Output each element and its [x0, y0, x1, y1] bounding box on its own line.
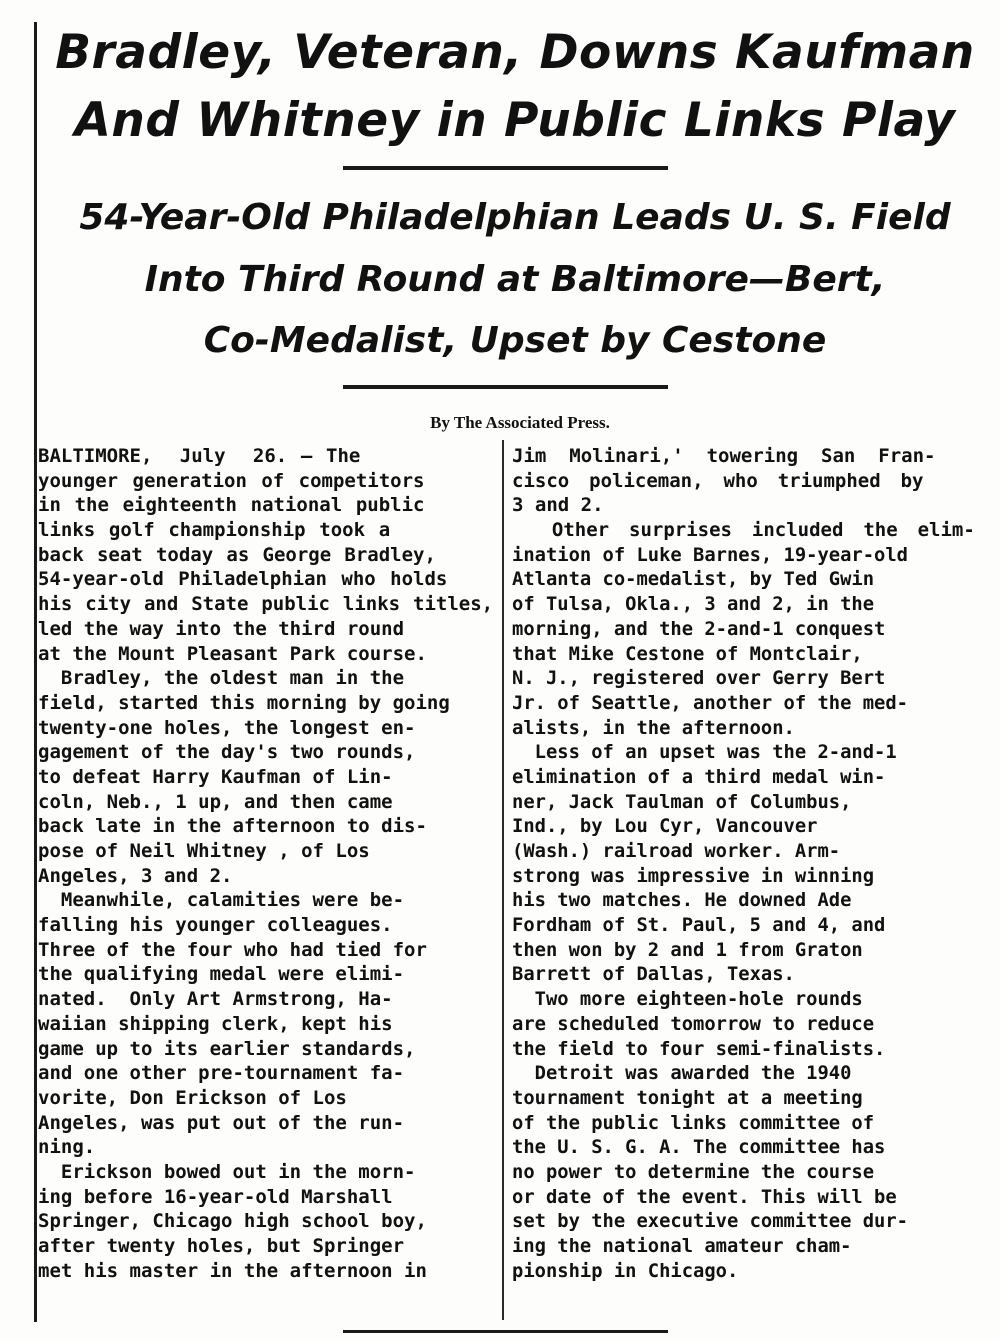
body-column-left	[38, 444, 493, 1283]
deck-line-1: 54-Year-Old Philadelphian Leads U. S. Field	[79, 197, 951, 238]
column-divider	[502, 440, 504, 1320]
body-text-line: gagement of the day's two rounds,	[38, 741, 416, 764]
body-text-line: falling his younger colleagues.	[38, 914, 393, 937]
body-text-line: are scheduled tomorrow to reduce	[512, 1012, 875, 1035]
headline-line-2: And Whitney in Public Links Play	[74, 93, 956, 148]
body-text-line: the field to four semi-finalists.	[512, 1037, 886, 1060]
headline-divider	[343, 166, 668, 170]
body-text-line: ination of Luke Barnes, 19-year-old	[512, 543, 908, 566]
body-text-line: ning.	[38, 1136, 96, 1159]
body-text-line: N. J., registered over Gerry Bert	[512, 667, 886, 690]
body-text-line: links golf championship took a	[38, 519, 391, 542]
body-text-line: Bradley, the oldest man in the	[38, 667, 405, 690]
body-text-line: alists, in the afternoon.	[512, 716, 795, 739]
body-text-line: coln, Neb., 1 up, and then came	[38, 790, 393, 813]
body-text-line: younger generation of competitors	[38, 469, 425, 492]
body-text-line: then won by 2 and 1 from Graton	[512, 938, 863, 961]
body-text-line: Three of the four who had tied for	[38, 938, 427, 961]
deck-divider	[343, 385, 668, 389]
body-text-line: 3 and 2.	[512, 494, 604, 517]
body-text-line: Barrett of Dallas, Texas.	[512, 963, 795, 986]
body-text-line: in the eighteenth national public	[38, 494, 425, 517]
body-text-line: of Tulsa, Okla., 3 and 2, in the	[512, 593, 875, 616]
body-text-line: Jr. of Seattle, another of the med-	[512, 691, 908, 714]
body-text-line: ing the national amateur cham-	[512, 1235, 852, 1257]
body-text-line: Jim Molinari,' towering San Fran-	[512, 445, 936, 467]
body-text-line: field, started this morning by going	[38, 691, 450, 714]
body-text-line: Erickson bowed out in the morn-	[38, 1160, 416, 1183]
body-text-line: met his master in the afternoon in	[38, 1259, 427, 1282]
body-text-line: back seat today as George Bradley,	[38, 543, 436, 566]
deck-line-3: Co-Medalist, Upset by Cestone	[203, 320, 827, 361]
byline: By The Associated Press.	[430, 413, 610, 432]
body-text-line: set by the executive committee dur-	[512, 1210, 908, 1233]
body-text-line: ing before 16-year-old Marshall	[38, 1185, 393, 1208]
body-text-line: Springer, Chicago high school boy,	[38, 1210, 427, 1233]
body-text-line: the qualifying medal were elimi-	[38, 963, 405, 986]
body-text-line: ner, Jack Taulman of Columbus,	[512, 790, 852, 813]
body-text-line: waiian shipping clerk, kept his	[38, 1012, 393, 1035]
deck-line-2: Into Third Round at Baltimore—Bert,	[144, 259, 886, 300]
body-text-line: his two matches. He downed Ade	[512, 889, 852, 912]
body-text-line: cisco policeman, who triumphed by	[512, 469, 924, 492]
body-text-line: twenty-one holes, the longest en-	[38, 716, 416, 739]
body-text-line: tournament tonight at a meeting	[512, 1086, 863, 1109]
body-column-right	[512, 444, 975, 1283]
body-text-line: Angeles, was put out of the run-	[38, 1111, 405, 1134]
body-text-line: of the public links committee of	[512, 1111, 875, 1134]
body-text-line: Two more eighteen-hole rounds	[512, 988, 863, 1011]
column-border-rule	[34, 22, 37, 1322]
body-text-line: the U. S. G. A. The committee has	[512, 1136, 886, 1159]
body-text-line: (Wash.) railroad worker. Arm-	[512, 840, 841, 862]
body-text-line: Detroit was awarded the 1940	[512, 1062, 852, 1085]
body-text-line: led the way into the third round	[38, 617, 405, 640]
body-text-line: no power to determine the course	[512, 1160, 875, 1183]
body-text-line: at the Mount Pleasant Park course.	[38, 642, 427, 665]
body-text-line: Meanwhile, calamities were be-	[38, 889, 405, 912]
body-text-line: after twenty holes, but Springer	[38, 1235, 405, 1257]
headline-line-1: Bradley, Veteran, Downs Kaufman	[55, 25, 975, 80]
body-text-line: Fordham of St. Paul, 5 and 4, and	[512, 914, 886, 937]
body-text-line: or date of the event. This will be	[512, 1185, 897, 1208]
body-text-line: vorite, Don Erickson of Los	[38, 1086, 347, 1109]
body-text-line: to defeat Harry Kaufman of Lin-	[38, 765, 393, 788]
body-text-line: Angeles, 3 and 2.	[38, 864, 233, 887]
body-text-line: pionship in Chicago.	[512, 1259, 739, 1282]
body-text-line: elimination of a third medal win-	[512, 765, 886, 788]
body-text-line: Other surprises included the elim-	[512, 519, 975, 542]
body-text-line: 54-year-old Philadelphian who holds	[38, 568, 448, 591]
body-text-line: Ind., by Lou Cyr, Vancouver	[512, 815, 818, 838]
body-text-line: back late in the afternoon to dis-	[38, 815, 427, 838]
body-text-line: morning, and the 2-and-1 conquest	[512, 617, 886, 640]
body-text-line: Atlanta co-medalist, by Ted Gwin	[512, 568, 875, 591]
body-text-line: that Mike Cestone of Montclair,	[512, 642, 863, 665]
body-text-line: nated. Only Art Armstrong, Ha-	[38, 988, 393, 1011]
end-divider	[343, 1330, 668, 1333]
body-text-line: and one other pre-tournament fa-	[38, 1062, 405, 1085]
body-text-line: pose of Neil Whitney , of Los	[38, 840, 370, 862]
body-text-line: BALTIMORE, July 26. — The	[38, 445, 361, 467]
body-text-line: game up to its earlier standards,	[38, 1037, 416, 1060]
body-text-line: strong was impressive in winning	[512, 864, 875, 887]
body-text-line: his city and State public links titles,	[38, 593, 494, 616]
body-text-line: Less of an upset was the 2-and-1	[512, 741, 897, 764]
